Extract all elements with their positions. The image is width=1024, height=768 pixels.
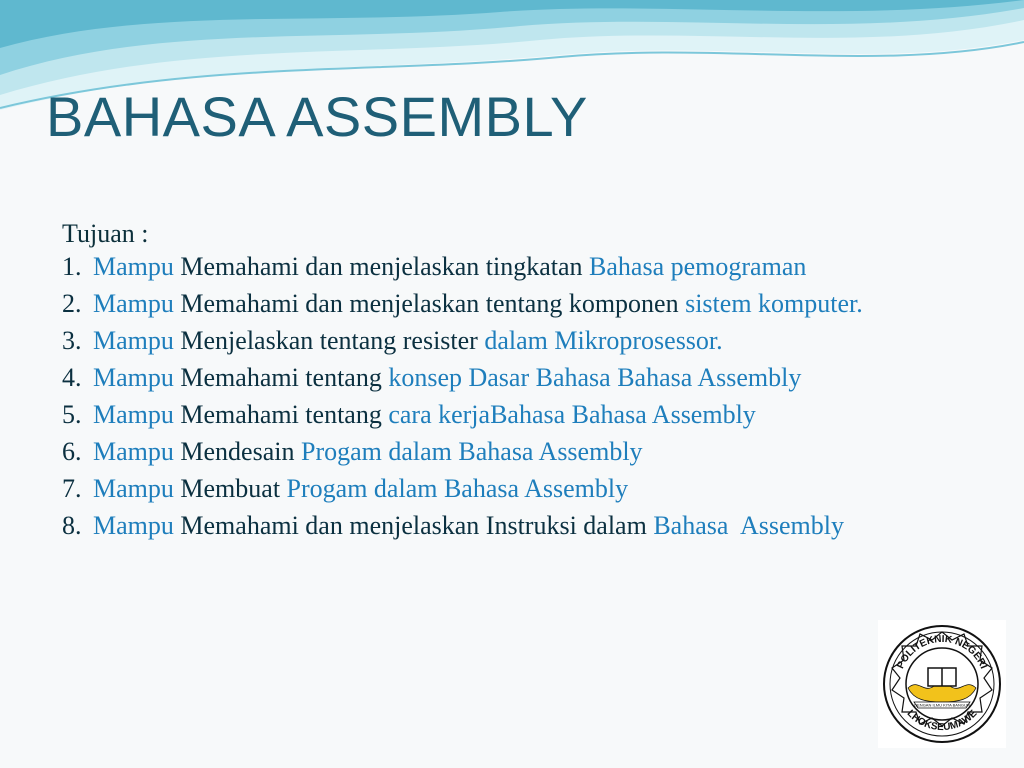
objective-highlight: Progam dalam Bahasa Assembly (300, 437, 643, 466)
objective-highlight: dalam Mikroprosessor. (484, 326, 723, 355)
slide-title: BAHASA ASSEMBLY (46, 85, 588, 148)
objective-highlight: Mampu (93, 437, 174, 466)
objective-text (93, 437, 643, 466)
objective-plain-text: Memahami dan menjelaskan tentang komponen (173, 289, 686, 318)
objective-plain-text: Memahami tentang (173, 363, 389, 392)
objective-item (62, 251, 962, 282)
objective-highlight: Mampu (93, 363, 174, 392)
logo-top-text: POLITEKNIK NEGERI (895, 633, 989, 671)
objective-highlight: konsep Dasar Bahasa Bahasa Assembly (388, 363, 802, 392)
objective-highlight: cara kerjaBahasa Bahasa Assembly (388, 400, 756, 429)
objective-highlight: Progam dalam Bahasa Assembly (286, 474, 629, 503)
objective-plain-text: Mendesain (173, 437, 301, 466)
objective-highlight: sistem komputer. (685, 289, 863, 318)
objective-number: 3. (62, 326, 82, 355)
objective-number: 7. (62, 474, 82, 503)
objective-number: 1. (62, 252, 82, 281)
objective-highlight: Mampu (93, 326, 174, 355)
objective-text (93, 511, 844, 540)
objective-highlight: Bahasa pemograman (589, 252, 807, 281)
logo-ribbon-text: DENGAN ILMU KITA BANGUN (914, 702, 970, 708)
objective-item (62, 436, 962, 467)
objective-highlight: Mampu (93, 289, 174, 318)
objective-plain-text: Memahami dan menjelaskan tingkatan (173, 252, 590, 281)
objective-number: 8. (62, 511, 82, 540)
intro-label: Tujuan : (62, 219, 149, 248)
objective-number: 5. (62, 400, 82, 429)
objective-plain-text: Memahami dan menjelaskan Instruksi dalam (173, 511, 654, 540)
objective-highlight: Mampu (93, 511, 174, 540)
objective-plain-text: Menjelaskan tentang resister (173, 326, 485, 355)
objective-item (62, 288, 962, 319)
objective-item (62, 325, 962, 356)
objective-item (62, 399, 962, 430)
objective-text (93, 326, 723, 355)
objective-plain-text: Memahami tentang (173, 400, 389, 429)
slide-body (62, 218, 962, 547)
objective-text (93, 252, 806, 281)
objective-item (62, 510, 962, 541)
objective-number: 4. (62, 363, 82, 392)
objective-highlight: Mampu (93, 252, 174, 281)
objective-number: 2. (62, 289, 82, 318)
objective-list (62, 251, 962, 541)
objective-plain-text: Membuat (173, 474, 287, 503)
objective-text (93, 363, 801, 392)
objective-number: 6. (62, 437, 82, 466)
objective-highlight: Bahasa Assembly (653, 511, 844, 540)
objective-highlight: Mampu (93, 400, 174, 429)
objective-item (62, 473, 962, 504)
objective-text (93, 289, 863, 318)
objective-text (93, 474, 628, 503)
objective-text (93, 400, 756, 429)
logo-bottom-text: LHOKSEUMAWE (904, 708, 980, 734)
politeknik-logo (878, 620, 1006, 748)
objective-highlight: Mampu (93, 474, 174, 503)
objective-item (62, 362, 962, 393)
